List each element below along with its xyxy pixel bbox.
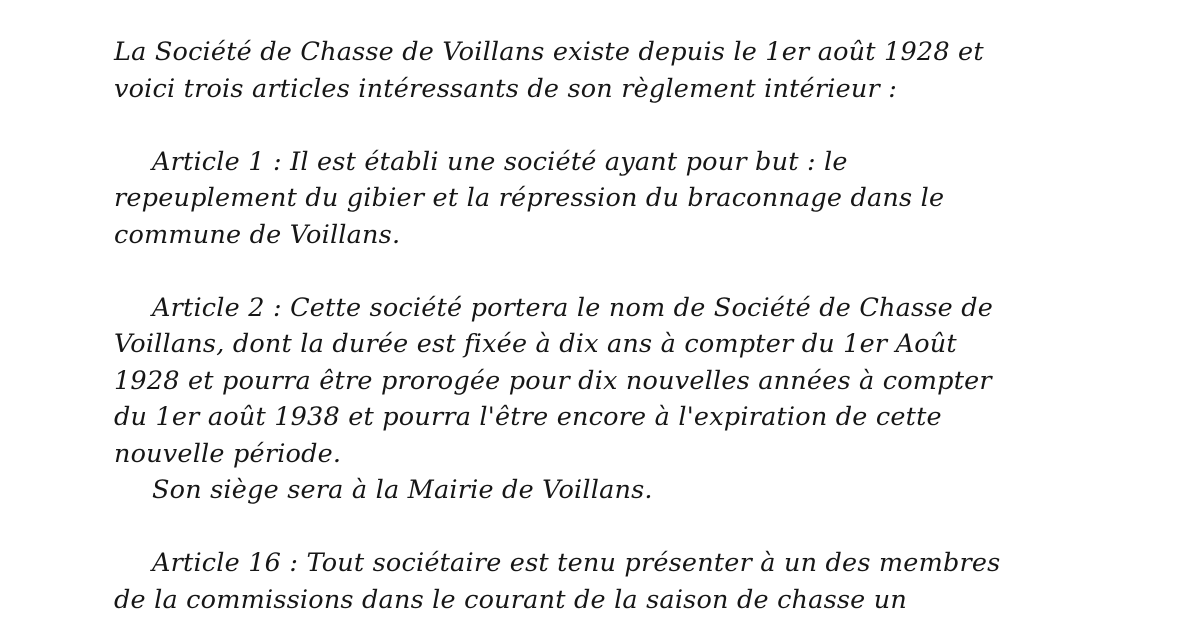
article-2-paragraph bbox=[114, 290, 1114, 509]
paragraph-gap bbox=[114, 509, 1114, 546]
text-line: commune de Voillans. bbox=[114, 219, 401, 250]
intro-paragraph bbox=[114, 34, 1114, 107]
text-line: nouvelle période. bbox=[114, 438, 342, 469]
text-line: Article 16 : Tout sociétaire est tenu présenter à un des membres bbox=[152, 548, 1001, 578]
text-line: Son siège sera à la Mairie de Voillans. bbox=[152, 475, 653, 505]
text-line: du 1er août 1938 et pourra l'être encore à l'expiration de cette bbox=[114, 402, 942, 432]
paragraph-gap bbox=[114, 253, 1114, 290]
text-line: voici trois articles intéressants de son règlement intérieur : bbox=[114, 73, 897, 104]
text-line: La Société de Chasse de Voillans existe depuis le 1er août 1928 et bbox=[114, 37, 984, 67]
article-16-paragraph bbox=[114, 545, 1114, 618]
document-page bbox=[114, 34, 1114, 618]
text-line: Article 2 : Cette société portera le nom de Société de Chasse de bbox=[152, 292, 994, 323]
text-line: de la commissions dans le courant de la saison de chasse un bbox=[114, 584, 907, 615]
paragraph-gap bbox=[114, 107, 1114, 144]
text-line: Voillans, dont la durée est fixée à dix ans à compter du 1er Août bbox=[114, 329, 957, 359]
article-1-paragraph bbox=[114, 144, 1114, 254]
text-line: Article 1 : Il est établi une société ayant pour but : le bbox=[152, 146, 848, 177]
text-line: repeuplement du gibier et la répression du braconnage dans le bbox=[114, 183, 945, 213]
text-line: 1928 et pourra être prorogée pour dix nouvelles années à compter bbox=[114, 365, 992, 396]
